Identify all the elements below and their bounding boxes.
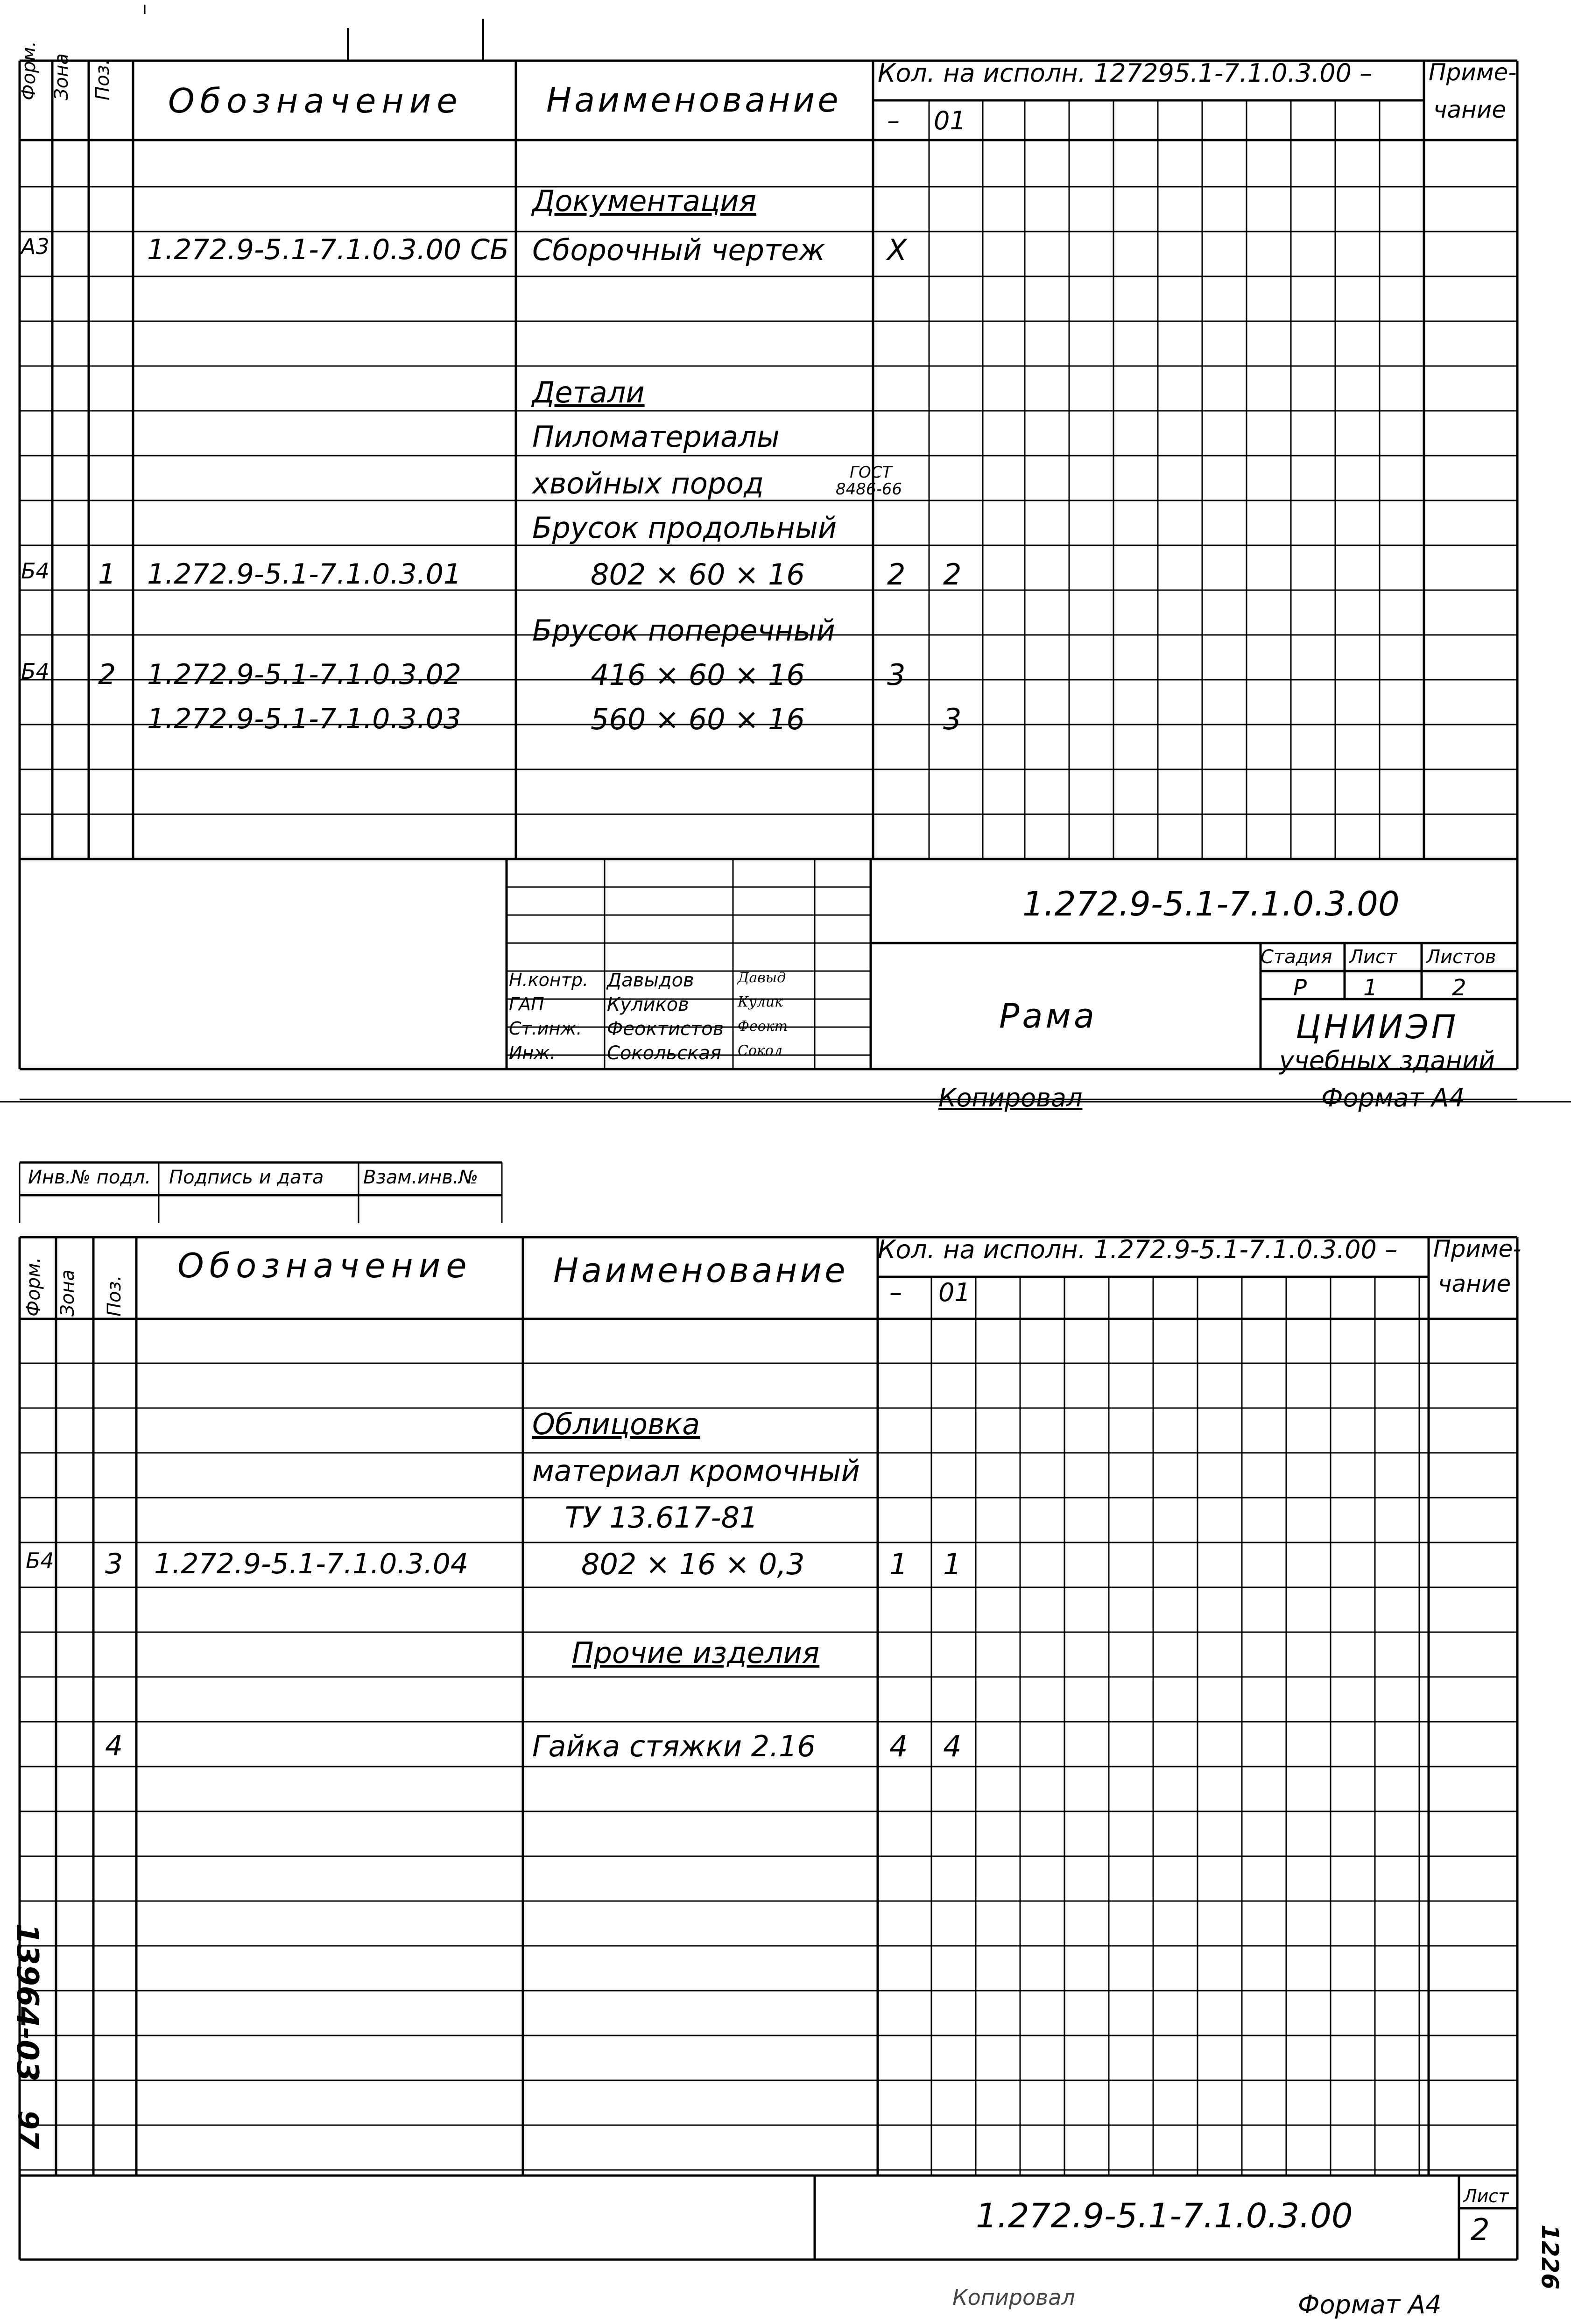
replace-inv-label: Взам.инв.№ <box>363 1167 479 1188</box>
row-pos: 4 <box>105 1730 123 1762</box>
row-designation: 1.272.9-5.1-7.1.0.3.02 <box>147 658 462 691</box>
footer-copied: Копировал <box>952 2285 1075 2310</box>
row-pos: 1 <box>98 558 116 591</box>
row-name: материал кромочный <box>532 1454 860 1488</box>
signer-name: Сокольская <box>607 1042 721 1064</box>
row-name: 802 × 60 × 16 <box>591 557 805 592</box>
header-pos: Поз. <box>104 1275 125 1317</box>
footer-copied: Копировал <box>938 1083 1083 1113</box>
doc-number: 1.272.9-5.1-7.1.0.3.00 <box>976 2196 1353 2235</box>
corner-stamp: 1226 <box>1536 2225 1564 2290</box>
row-q1: 3 <box>887 658 906 692</box>
row-q1: 1 <box>889 1547 908 1581</box>
sheets-label: Листов <box>1426 946 1496 968</box>
signer-signature: Сокол <box>738 1042 783 1059</box>
signer-role: Инж. <box>509 1042 556 1063</box>
row-name: Прочие изделия <box>572 1636 820 1670</box>
row-q2: 3 <box>943 702 962 736</box>
org-subtitle: учебных зданий <box>1279 1046 1495 1075</box>
inv-number-label: Инв.№ подл. <box>28 1167 151 1188</box>
sign-date-label: Подпись и дата <box>169 1167 324 1188</box>
sheets-value: 2 <box>1452 975 1466 1001</box>
row-q1: 2 <box>887 557 906 592</box>
signer-signature: Феокт <box>738 1018 788 1035</box>
row-format: А3 <box>21 234 49 259</box>
row-q2: 2 <box>943 557 962 592</box>
signer-signature: Кулик <box>738 994 783 1010</box>
sheet-label: Лист <box>1464 2186 1509 2206</box>
header-variant-dash: – <box>889 1278 902 1307</box>
header-designation: Обозначение <box>177 1246 472 1285</box>
stage-value: Р <box>1293 975 1307 1001</box>
doc-number: 1.272.9-5.1-7.1.0.3.00 <box>1022 884 1400 923</box>
row-designation: 1.272.9-5.1-7.1.0.3.03 <box>147 703 462 735</box>
side-archive-number: 13964-03 <box>10 1923 44 2082</box>
header-designation: Обозначение <box>168 81 463 120</box>
header-note-1: Приме- <box>1429 59 1517 86</box>
row-format: Б4 <box>21 659 49 684</box>
header-zone: Зона <box>51 53 72 100</box>
side-page-number: 97 <box>12 2110 44 2149</box>
org-name: ЦНИИЭП <box>1296 1008 1459 1046</box>
row-name: ТУ 13.617-81 <box>565 1500 758 1535</box>
signer-name: Феоктистов <box>607 1018 724 1040</box>
header-variant-01: 01 <box>938 1278 971 1307</box>
row-designation: 1.272.9-5.1-7.1.0.3.01 <box>147 558 462 591</box>
header-note-1: Приме- <box>1433 1235 1522 1262</box>
header-format: Форм. <box>18 41 40 100</box>
header-variant-dash: – <box>887 106 900 135</box>
row-q2: 4 <box>943 1729 962 1763</box>
header-qty-title: Кол. на исполн. 1.272.9-5.1-7.1.0.3.00 – <box>878 1235 1397 1264</box>
row-designation: 1.272.9-5.1-7.1.0.3.00 СБ <box>147 233 509 266</box>
footer-format: Формат А4 <box>1321 1083 1465 1113</box>
footer-format: Формат А4 <box>1298 2290 1442 2319</box>
row-format: Б4 <box>26 1548 54 1573</box>
row-pos: 3 <box>105 1548 123 1580</box>
drawing-title: Рама <box>999 996 1097 1035</box>
header-qty-title: Кол. на исполн. 127295.1-7.1.0.3.00 – <box>878 58 1373 88</box>
stage-label: Стадия <box>1261 946 1332 968</box>
sheet-label: Лист <box>1349 946 1397 968</box>
gost-bottom: 8486-66 <box>836 479 902 499</box>
sheet-value: 1 <box>1363 975 1378 1001</box>
row-name: Брусок поперечный <box>532 613 835 648</box>
row-name: Детали <box>532 375 645 409</box>
row-name: Пиломатериалы <box>532 420 780 454</box>
header-zone: Зона <box>57 1269 78 1317</box>
header-pos: Поз. <box>92 59 113 100</box>
row-name: 560 × 60 × 16 <box>591 702 805 736</box>
gost-top: ГОСТ <box>850 463 892 482</box>
row-name: Облицовка <box>532 1407 700 1441</box>
signer-role: ГАП <box>509 994 544 1014</box>
row-q1: 4 <box>889 1729 908 1763</box>
header-variant-01: 01 <box>934 106 966 135</box>
gost-label <box>836 465 902 498</box>
row-format: Б4 <box>21 558 49 584</box>
row-name: хвойных пород <box>532 466 764 500</box>
header-name: Наименование <box>553 1251 848 1290</box>
signer-role: Н.контр. <box>509 970 589 990</box>
row-q2: 1 <box>943 1547 962 1581</box>
signer-name: Куликов <box>607 994 689 1015</box>
row-q1: X <box>887 233 907 267</box>
row-pos: 2 <box>98 658 116 691</box>
sheet-value: 2 <box>1471 2213 1490 2247</box>
row-name: 416 × 60 × 16 <box>591 658 805 692</box>
header-note-2: чание <box>1433 96 1507 123</box>
signer-role: Ст.инж. <box>509 1018 582 1039</box>
signer-signature: Давыд <box>738 970 786 986</box>
row-name: 802 × 16 × 0,3 <box>581 1547 805 1581</box>
row-name: Сборочный чертеж <box>532 233 825 267</box>
header-name: Наименование <box>546 80 841 120</box>
header-note-2: чание <box>1438 1270 1511 1297</box>
row-name: Брусок продольный <box>532 511 837 545</box>
header-format: Форм. <box>23 1257 44 1317</box>
row-name: Документация <box>532 184 756 218</box>
row-name: Гайка стяжки 2.16 <box>532 1729 816 1763</box>
signer-name: Давыдов <box>607 970 694 991</box>
row-designation: 1.272.9-5.1-7.1.0.3.04 <box>154 1548 469 1580</box>
